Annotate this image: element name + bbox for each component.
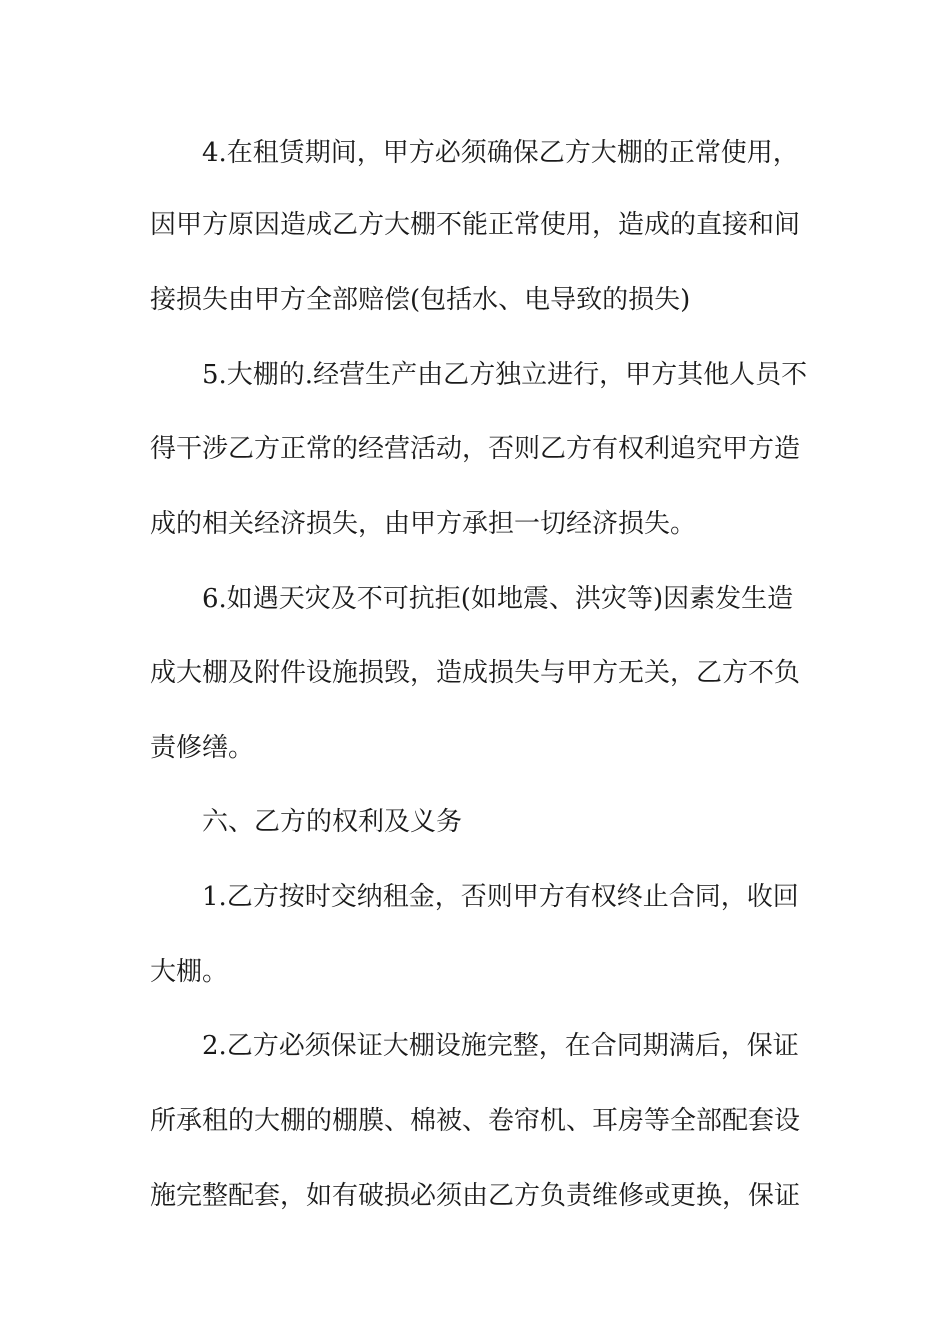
- clause-4-line-2: 因甲方原因造成乙方大棚不能正常使用，造成的直接和间: [150, 210, 801, 240]
- party-b-clause-1-line-2: 大棚。: [150, 957, 229, 987]
- clause-5-line-3: 成的相关经济损失，由甲方承担一切经济损失。: [150, 509, 697, 539]
- party-b-clause-2-line-1: 2.乙方必须保证大棚设施完整，在合同期满后，保证: [202, 1031, 799, 1061]
- clause-5-line-2: 得干涉乙方正常的经营活动，否则乙方有权利追究甲方造: [150, 434, 801, 464]
- clause-5-line-1: 5.大棚的.经营生产由乙方独立进行，甲方其他人员不: [202, 360, 808, 390]
- clause-4-line-3: 接损失由甲方全部赔偿(包括水、电导致的损失): [150, 285, 691, 315]
- party-b-clause-2-line-3: 施完整配套，如有破损必须由乙方负责维修或更换，保证: [150, 1181, 801, 1211]
- clause-6-line-2: 成大棚及附件设施损毁，造成损失与甲方无关，乙方不负: [150, 658, 801, 688]
- party-b-clause-1-line-1: 1.乙方按时交纳租金，否则甲方有权终止合同，收回: [202, 882, 799, 912]
- clause-4-line-1: 4.在租赁期间，甲方必须确保乙方大棚的正常使用，: [202, 138, 799, 168]
- section-heading: 六、乙方的权利及义务: [202, 807, 463, 837]
- clause-6-line-3: 责修缮。: [150, 733, 255, 763]
- party-b-clause-2-line-2: 所承租的大棚的棚膜、棉被、卷帘机、耳房等全部配套设: [150, 1106, 801, 1136]
- clause-6-line-1: 6.如遇天灾及不可抗拒(如地震、洪灾等)因素发生造: [202, 584, 794, 614]
